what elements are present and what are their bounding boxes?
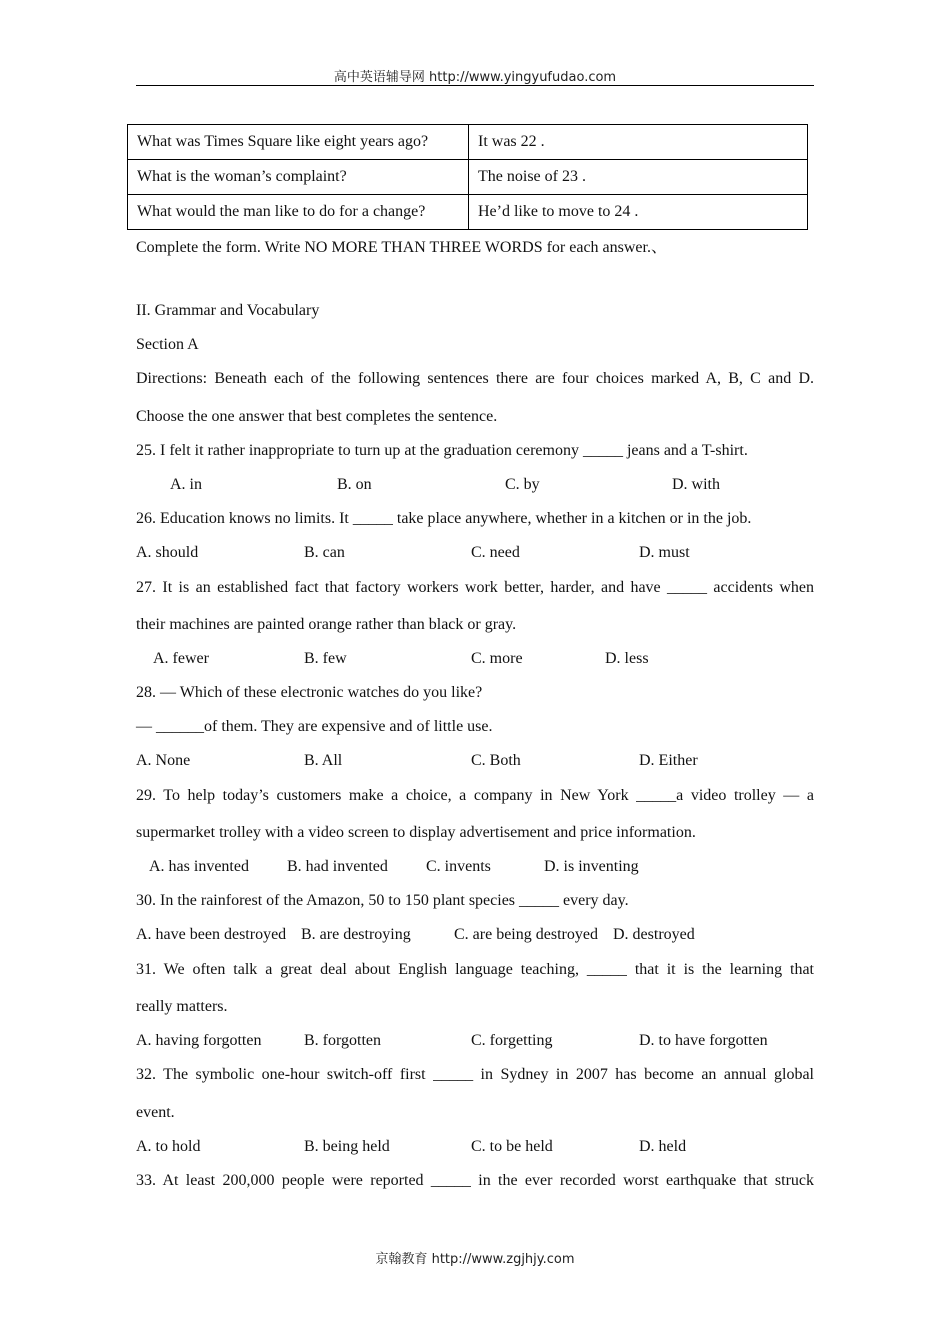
q25-option-b[interactable]: B. on [337, 476, 372, 493]
form-question: What is the woman’s complaint? [128, 160, 469, 195]
section-title: II. Grammar and Vocabulary [136, 302, 320, 319]
form-answer: The noise of 23 . [469, 160, 808, 195]
q26-option-c[interactable]: C. need [471, 544, 520, 561]
question-28-stem-2: — ______of them. They are expensive and of little use. [136, 718, 493, 735]
q28-option-d[interactable]: D. Either [639, 752, 698, 769]
question-28-stem-1: 28. — Which of these electronic watches do you like? [136, 684, 483, 701]
q28-option-c[interactable]: C. Both [471, 752, 521, 769]
q31-option-a[interactable]: A. having forgotten [136, 1032, 262, 1049]
question-27-stem-2: their machines are painted orange rather than black or gray. [136, 616, 517, 633]
q26-option-b[interactable]: B. can [304, 544, 345, 561]
directions-line-2: Choose the one answer that best completes the sentence. [136, 408, 498, 425]
form-question: What was Times Square like eight years ago? [128, 125, 469, 160]
q32-option-b[interactable]: B. being held [304, 1138, 390, 1155]
question-29-stem-1: 29. To help today’s customers make a choice, a company in New York _____a video trolley — a [136, 787, 814, 804]
form-question: What would the man like to do for a change? [128, 195, 469, 230]
q26-option-d[interactable]: D. must [639, 544, 690, 561]
q27-option-c[interactable]: C. more [471, 650, 523, 667]
form-answer: It was 22 . [469, 125, 808, 160]
question-30-stem: 30. In the rainforest of the Amazon, 50 to 150 plant species _____ every day. [136, 892, 629, 909]
question-32-stem-2: event. [136, 1104, 175, 1121]
q25-option-d[interactable]: D. with [672, 476, 720, 493]
q29-option-c[interactable]: C. invents [426, 858, 491, 875]
q25-option-c[interactable]: C. by [505, 476, 540, 493]
q30-option-c[interactable]: C. are being destroyed [454, 926, 598, 943]
question-25-stem: 25. I felt it rather inappropriate to turn up at the graduation ceremony _____ jeans and a T-shirt. [136, 442, 748, 459]
q30-option-d[interactable]: D. destroyed [613, 926, 695, 943]
q31-option-b[interactable]: B. forgotten [304, 1032, 382, 1049]
table-row [128, 125, 808, 160]
q27-option-d[interactable]: D. less [605, 650, 649, 667]
form-answer: He’d like to move to 24 . [469, 195, 808, 230]
answer-form-table [127, 124, 808, 230]
q29-option-d[interactable]: D. is inventing [544, 858, 639, 875]
question-31-stem-1: 31. We often talk a great deal about English language teaching, _____ that it is the learning that [136, 961, 814, 978]
page-header: 高中英语辅导网 http://www.yingyufudao.com [333, 70, 617, 85]
section-subtitle: Section A [136, 336, 199, 353]
question-27-stem-1: 27. It is an established fact that factory workers work better, harder, and have _____ accidents when [136, 579, 814, 596]
question-33-stem-1: 33. At least 200,000 people were reported _____ in the ever recorded worst earthquake that struck [136, 1172, 814, 1189]
question-32-stem-1: 32. The symbolic one-hour switch-off first _____ in Sydney in 2007 has become an annual global [136, 1066, 814, 1083]
q29-option-b[interactable]: B. had invented [287, 858, 388, 875]
q30-option-b[interactable]: B. are destroying [301, 926, 411, 943]
q32-option-a[interactable]: A. to hold [136, 1138, 201, 1155]
question-26-stem: 26. Education knows no limits. It _____ take place anywhere, whether in a kitchen or in the job. [136, 510, 752, 527]
q31-option-c[interactable]: C. forgetting [471, 1032, 553, 1049]
question-29-stem-2: supermarket trolley with a video screen to display advertisement and price information. [136, 824, 696, 841]
form-instruction: Complete the form. Write NO MORE THAN THREE WORDS for each answer.、 [136, 239, 667, 256]
q27-option-a[interactable]: A. fewer [153, 650, 209, 667]
q30-option-a[interactable]: A. have been destroyed [136, 926, 287, 943]
header-rule [136, 85, 814, 86]
q26-option-a[interactable]: A. should [136, 544, 199, 561]
q32-option-c[interactable]: C. to be held [471, 1138, 553, 1155]
q28-option-b[interactable]: B. All [304, 752, 343, 769]
question-31-stem-2: really matters. [136, 998, 228, 1015]
q28-option-a[interactable]: A. None [136, 752, 191, 769]
q25-option-a[interactable]: A. in [170, 476, 202, 493]
q27-option-b[interactable]: B. few [304, 650, 347, 667]
q31-option-d[interactable]: D. to have forgotten [639, 1032, 768, 1049]
table-row [128, 195, 808, 230]
q32-option-d[interactable]: D. held [639, 1138, 687, 1155]
directions-line-1: Directions: Beneath each of the following sentences there are four choices marked A, B, C and D. [136, 370, 814, 387]
page-footer: 京翰教育 http://www.zgjhjy.com [375, 1252, 575, 1267]
q29-option-a[interactable]: A. has invented [149, 858, 249, 875]
table-row [128, 160, 808, 195]
